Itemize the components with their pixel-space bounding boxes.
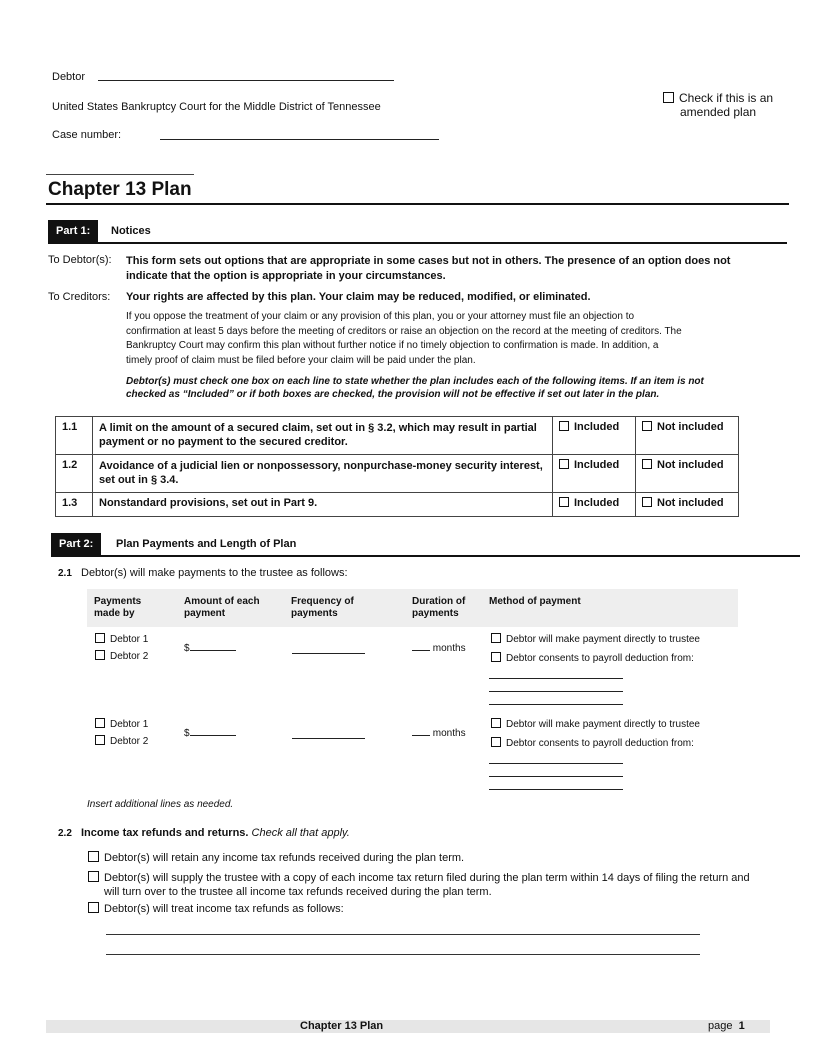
table-row bbox=[56, 493, 739, 517]
footer-title: Chapter 13 Plan bbox=[300, 1020, 384, 1032]
checkbox-icon[interactable] bbox=[642, 497, 652, 507]
instructions: Debtor(s) must check one box on each line to state whether the plan includes each of the following items. If an item is not checked as “Included” or if both boxes are checked, the provision will not be effective if set out later in the plan. bbox=[126, 376, 704, 400]
item-number: 1.1 bbox=[56, 417, 93, 455]
duration-field[interactable]: months bbox=[412, 728, 466, 739]
table-row bbox=[56, 455, 739, 493]
checkbox-icon[interactable] bbox=[88, 902, 99, 913]
included-option[interactable]: Included bbox=[553, 493, 636, 517]
debtor-name-line[interactable] bbox=[98, 80, 394, 81]
item-number: 1.2 bbox=[56, 455, 93, 493]
item-text: Avoidance of a judicial lien or nonpossessory, nonpurchase-money security interest, set out in § 3.4. bbox=[93, 455, 553, 493]
duration-field[interactable]: months bbox=[412, 643, 466, 654]
checkbox-icon[interactable] bbox=[491, 652, 501, 662]
title-rule-short bbox=[46, 174, 194, 175]
amended-label-1: Check if this is an bbox=[679, 91, 774, 105]
included-option[interactable]: Included bbox=[553, 455, 636, 493]
title-rule bbox=[46, 203, 789, 205]
section-2-1-number: 2.1 bbox=[58, 568, 72, 579]
payments-table-header bbox=[87, 589, 738, 627]
checkbox-icon[interactable] bbox=[88, 871, 99, 882]
method-direct-option[interactable]: Debtor will make payment directly to trustee bbox=[491, 633, 700, 645]
col-duration: Duration of payments bbox=[412, 596, 466, 619]
to-creditors-bold: Your rights are affected by this plan. Your claim may be reduced, modified, or eliminated. bbox=[126, 291, 591, 303]
page-title: Chapter 13 Plan bbox=[48, 179, 192, 200]
footer-page: page 1 bbox=[708, 1020, 745, 1032]
employer-line[interactable] bbox=[489, 789, 623, 790]
payment-row bbox=[0, 718, 816, 796]
court-name: United States Bankruptcy Court for the Middle District of Tennessee bbox=[52, 101, 381, 113]
amount-field[interactable]: $ bbox=[184, 728, 236, 739]
item-text: A limit on the amount of a secured claim, set out in § 3.2, which may result in partial payment or no payment to the secured creditor. bbox=[93, 417, 553, 455]
section-2-1-text: Debtor(s) will make payments to the trustee as follows: bbox=[81, 567, 348, 579]
checkbox-icon[interactable] bbox=[559, 497, 569, 507]
col-amount: Amount of each payment bbox=[184, 596, 260, 619]
debtor-label: Debtor bbox=[52, 71, 86, 83]
part1-title: Notices bbox=[111, 225, 151, 237]
to-debtors-text: This form sets out options that are appropriate in some cases but not in others. The presence of an option does not indicate that the option is appropriate in your circumstances. bbox=[126, 255, 731, 282]
checkbox-icon[interactable] bbox=[95, 633, 105, 643]
checkbox-icon[interactable] bbox=[559, 459, 569, 469]
debtor2-option[interactable]: Debtor 2 bbox=[95, 650, 148, 662]
part1-label: Part 1: bbox=[48, 220, 98, 242]
to-debtors-label: To Debtor(s): bbox=[48, 254, 112, 266]
col-frequency: Frequency of payments bbox=[291, 596, 354, 619]
section-2-2-number: 2.2 bbox=[58, 828, 72, 839]
tax-refund-line[interactable] bbox=[106, 934, 700, 935]
case-number-label: Case number: bbox=[52, 129, 122, 141]
item-text: Nonstandard provisions, set out in Part 9. bbox=[93, 493, 553, 517]
amended-label-2: amended plan bbox=[680, 105, 757, 119]
method-payroll-option[interactable]: Debtor consents to payroll deduction from: bbox=[491, 737, 694, 749]
page-footer bbox=[46, 1020, 770, 1033]
amount-field[interactable]: $ bbox=[184, 643, 236, 654]
tax-option-other[interactable]: Debtor(s) will treat income tax refunds as follows: bbox=[88, 902, 344, 915]
tax-option-supply[interactable]: Debtor(s) will supply the trustee with a copy of each income tax return filed during the plan term within 14 days of filing the return and will turn over to the trustee all income tax refunds received during the plan term. bbox=[88, 871, 750, 899]
checkbox-icon[interactable] bbox=[95, 650, 105, 660]
section-2-2-heading: Income tax refunds and returns. Check all that apply. bbox=[81, 827, 350, 839]
employer-line[interactable] bbox=[489, 776, 623, 777]
part2-label: Part 2: bbox=[51, 533, 101, 555]
frequency-field[interactable] bbox=[292, 653, 365, 654]
checkbox-icon[interactable] bbox=[491, 633, 501, 643]
checkbox-icon[interactable] bbox=[491, 718, 501, 728]
not-included-option[interactable]: Not included bbox=[636, 455, 739, 493]
employer-line[interactable] bbox=[489, 763, 623, 764]
tax-refund-line[interactable] bbox=[106, 954, 700, 955]
included-option[interactable]: Included bbox=[553, 417, 636, 455]
method-payroll-option[interactable]: Debtor consents to payroll deduction from: bbox=[491, 652, 694, 664]
part2-title: Plan Payments and Length of Plan bbox=[116, 538, 297, 550]
table-row bbox=[56, 417, 739, 455]
to-creditors-label: To Creditors: bbox=[48, 291, 111, 303]
frequency-field[interactable] bbox=[292, 738, 365, 739]
case-number-line[interactable] bbox=[160, 139, 439, 140]
employer-line[interactable] bbox=[489, 678, 623, 679]
part2-rule bbox=[51, 555, 800, 557]
payment-row bbox=[0, 633, 816, 711]
debtor1-option[interactable]: Debtor 1 bbox=[95, 633, 148, 645]
debtor1-option[interactable]: Debtor 1 bbox=[95, 718, 148, 730]
method-direct-option[interactable]: Debtor will make payment directly to trustee bbox=[491, 718, 700, 730]
checkbox-icon[interactable] bbox=[95, 735, 105, 745]
col-payments-made-by: Payments made by bbox=[94, 596, 142, 619]
employer-line[interactable] bbox=[489, 704, 623, 705]
item-number: 1.3 bbox=[56, 493, 93, 517]
not-included-option[interactable]: Not included bbox=[636, 417, 739, 455]
col-method: Method of payment bbox=[489, 596, 581, 607]
checkbox-icon[interactable] bbox=[95, 718, 105, 728]
insert-lines-note: Insert additional lines as needed. bbox=[87, 799, 234, 810]
items-table bbox=[55, 416, 739, 517]
amended-checkbox[interactable] bbox=[663, 92, 674, 103]
creditors-paragraph: If you oppose the treatment of your claim or any provision of this plan, you or your attorney must file an objection to confirmation at least 5 days before the meeting of creditors or raise an objection on the record at the meeting of creditors. The Bankruptcy Court may confirm this plan without further notice if no timely objection to confirmation is made. In addition, a timely proof of claim must be filed before your claim will be paid under the plan. bbox=[126, 311, 682, 366]
checkbox-icon[interactable] bbox=[559, 421, 569, 431]
checkbox-icon[interactable] bbox=[88, 851, 99, 862]
checkbox-icon[interactable] bbox=[642, 421, 652, 431]
debtor2-option[interactable]: Debtor 2 bbox=[95, 735, 148, 747]
checkbox-icon[interactable] bbox=[491, 737, 501, 747]
not-included-option[interactable]: Not included bbox=[636, 493, 739, 517]
checkbox-icon[interactable] bbox=[642, 459, 652, 469]
part1-rule bbox=[48, 242, 787, 244]
tax-option-retain[interactable]: Debtor(s) will retain any income tax refunds received during the plan term. bbox=[88, 851, 464, 864]
employer-line[interactable] bbox=[489, 691, 623, 692]
amended-plan-option[interactable] bbox=[663, 91, 773, 119]
